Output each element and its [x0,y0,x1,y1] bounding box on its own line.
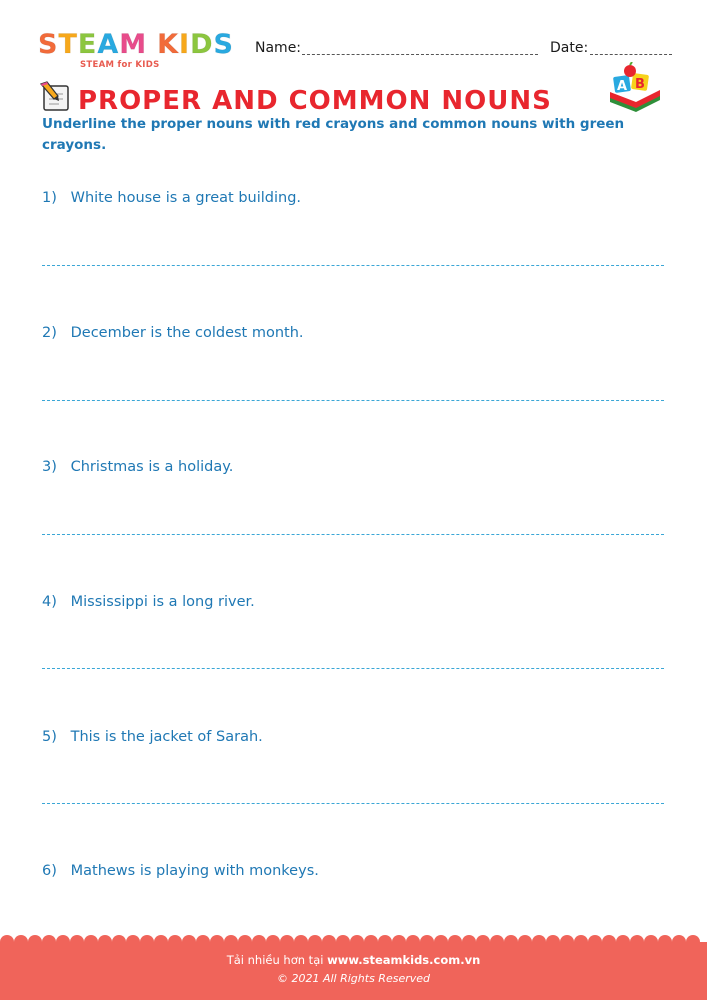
logo-letter: E [77,29,98,60]
question-text: Mississippi is a long river. [70,594,255,610]
question-2 [42,325,304,341]
logo-letter: S [38,29,59,60]
ab-book-icon [606,62,664,112]
question-text: December is the coldest month. [70,325,304,341]
logo-tagline: STEAM for KIDS [80,60,160,70]
question-number: 5) [42,729,57,745]
question-number: 1) [42,190,57,206]
footer-site-line [0,953,707,967]
question-text: This is the jacket of Sarah. [70,729,263,745]
question-1 [42,190,301,206]
date-field[interactable] [590,54,672,55]
answer-line-3 [42,534,664,535]
svg-text:B: B [635,77,645,92]
question-text: Christmas is a holiday. [70,459,234,475]
name-field[interactable] [302,54,538,55]
logo-letter: T [58,29,78,60]
footer-copyright: © 2021 All Rights Reserved [276,972,430,985]
answer-line-4 [42,668,664,669]
question-text: Mathews is playing with monkeys. [70,863,319,879]
logo-letter: A [97,29,120,60]
svg-text:A: A [617,79,628,94]
pencil-paper-icon [38,80,72,114]
logo-letter: I [179,29,191,60]
question-3 [42,459,233,475]
footer-band [0,942,707,1000]
instruction-text: Underline the proper nouns with red crayons and common nouns with green crayons. [42,116,625,153]
footer-site-link[interactable]: www.steamkids.com.vn [327,953,481,967]
footer-prefix: Tải nhiều hơn tại [226,953,328,967]
question-number: 3) [42,459,57,475]
answer-line-5 [42,803,664,804]
question-text: White house is a great building. [70,190,302,206]
question-4 [42,594,255,610]
logo-wordmark [38,30,234,60]
logo-letter: K [157,29,180,60]
question-number: 6) [42,863,57,879]
question-6 [42,863,319,879]
question-number: 2) [42,325,57,341]
steam-kids-logo [38,30,238,74]
logo-letter: M [119,29,148,60]
question-number: 4) [42,594,57,610]
question-5 [42,729,263,745]
logo-letter: D [190,29,214,60]
logo-letter: S [213,29,234,60]
answer-line-1 [42,265,664,266]
answer-line-2 [42,400,664,401]
name-label: Name: [255,40,302,56]
date-label: Date: [550,40,589,56]
page-title: PROPER AND COMMON NOUNS [78,86,552,116]
